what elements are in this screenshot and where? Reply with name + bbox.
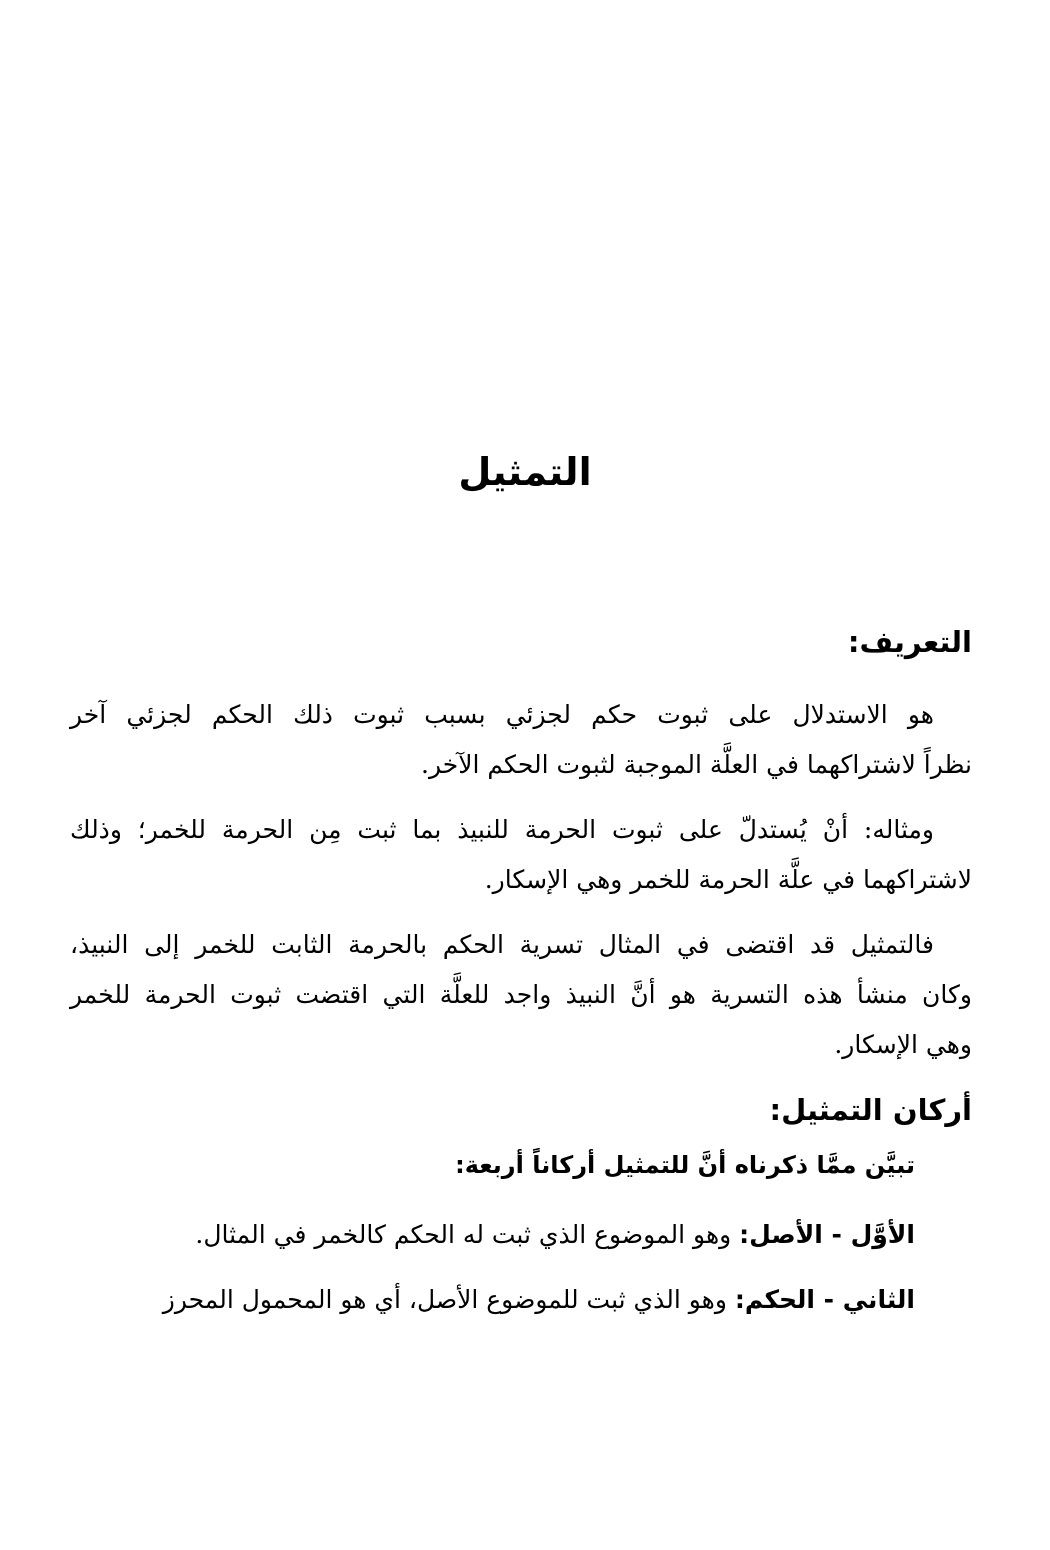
pillar-label: الأوَّل - الأصل: — [739, 1220, 915, 1249]
definition-paragraph — [70, 690, 972, 790]
text-line: نظراً لاشتراكهما في العلَّة الموجبة لثبوت الحكم الآخر. — [421, 750, 972, 779]
page-title: التمثيل — [458, 450, 592, 494]
explanation-paragraph — [70, 920, 972, 1070]
section-heading-definition: التعريف: — [847, 625, 972, 659]
pillar-item-1 — [70, 1215, 915, 1255]
pillar-text: وهو الموضوع الذي ثبت له الحكم كالخمر في المثال. — [195, 1220, 740, 1249]
text-line: فالتمثيل قد اقتضى في المثال تسرية الحكم بالحرمة الثابت للخمر إلى النبيذ، — [70, 930, 934, 959]
pillars-intro: تبيَّن ممَّا ذكرناه أنَّ للتمثيل أركاناً أربعة: — [455, 1151, 915, 1179]
text-line: وهي الإسكار. — [834, 1030, 972, 1059]
text-line: لاشتراكهما في علَّة الحرمة للخمر وهي الإسكار. — [484, 865, 972, 894]
section-heading-pillars: أركان التمثيل: — [769, 1093, 972, 1127]
pillar-text: وهو الذي ثبت للموضوع الأصل، أي هو المحمول المحرز — [162, 1285, 735, 1314]
pillar-item-2 — [70, 1280, 915, 1320]
pillar-label: الثاني - الحكم: — [734, 1285, 915, 1314]
example-paragraph — [70, 805, 972, 905]
text-line: وكان منشأ هذه التسرية هو أنَّ النبيذ واجد للعلَّة التي اقتضت ثبوت الحرمة للخمر — [70, 980, 972, 1009]
text-line: ومثاله: أنْ يُستدلّ على ثبوت الحرمة للنبيذ بما ثبت مِن الحرمة للخمر؛ وذلك — [70, 815, 934, 844]
text-line: هو الاستدلال على ثبوت حكم لجزئي بسبب ثبوت ذلك الحكم لجزئي آخر — [70, 700, 934, 729]
